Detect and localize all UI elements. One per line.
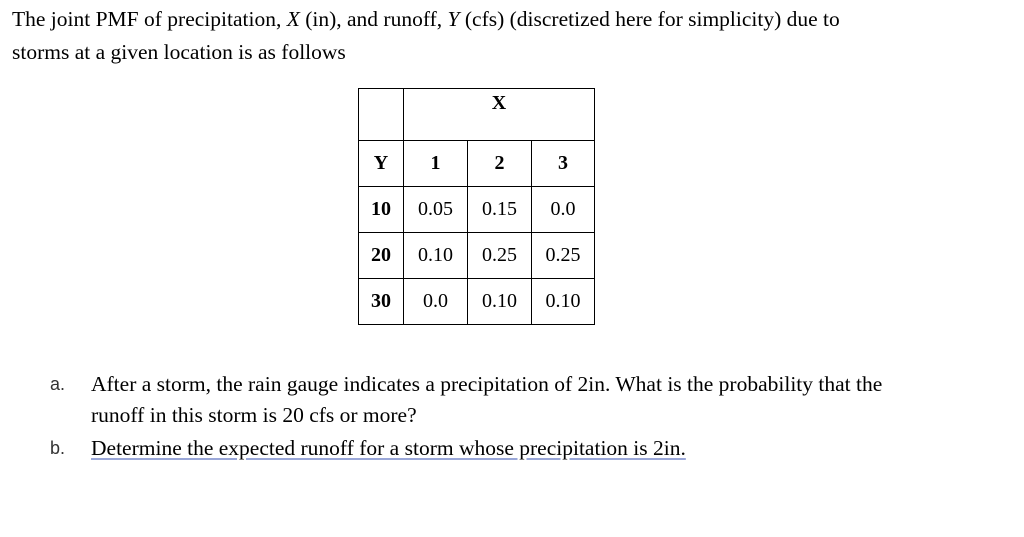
question-b-line-1: Determine the expected runoff for a storm whose precipitation is 2in. (91, 436, 686, 460)
probability-cell: 0.0 (532, 187, 595, 233)
intro-text: The joint PMF of precipitation, (12, 7, 287, 31)
joint-pmf-table (358, 88, 595, 325)
question-a-line-1: After a storm, the rain gauge indicates a precipitation of 2in. What is the probability that the (91, 372, 883, 396)
x-value-cell: 3 (532, 141, 595, 187)
table-header-x-row (359, 89, 595, 141)
probability-cell: 0.05 (404, 187, 468, 233)
question-marker: b. (50, 438, 66, 458)
question-marker: a. (50, 374, 66, 394)
probability-cell: 0.25 (532, 233, 595, 279)
probability-cell: 0.25 (468, 233, 532, 279)
probability-cell: 0.0 (404, 279, 468, 325)
variable-y: Y (447, 7, 460, 31)
question-a (50, 369, 1010, 431)
table-row (359, 279, 595, 325)
y-header-cell: Y (359, 141, 404, 187)
table-header-values-row (359, 141, 595, 187)
y-value-cell: 10 (359, 187, 404, 233)
x-header-cell: X (404, 89, 595, 141)
question-list (50, 369, 1010, 466)
probability-cell: 0.10 (468, 279, 532, 325)
probability-cell: 0.10 (532, 279, 595, 325)
problem-intro (12, 3, 1012, 69)
intro-line-1 (12, 3, 1012, 36)
intro-text: (cfs) (discretized here for simplicity) due to (459, 7, 840, 31)
question-a-line-2: runoff in this storm is 20 cfs or more? (91, 403, 417, 427)
probability-cell: 0.15 (468, 187, 532, 233)
table-row (359, 187, 595, 233)
x-value-cell: 2 (468, 141, 532, 187)
probability-cell: 0.10 (404, 233, 468, 279)
intro-text: (in), and runoff, (299, 7, 448, 31)
y-value-cell: 30 (359, 279, 404, 325)
x-value-cell: 1 (404, 141, 468, 187)
variable-x: X (286, 7, 300, 31)
intro-line-2: storms at a given location is as follows (12, 40, 346, 64)
table-row (359, 233, 595, 279)
question-b (50, 433, 1010, 464)
empty-corner-cell (359, 89, 404, 141)
y-value-cell: 20 (359, 233, 404, 279)
